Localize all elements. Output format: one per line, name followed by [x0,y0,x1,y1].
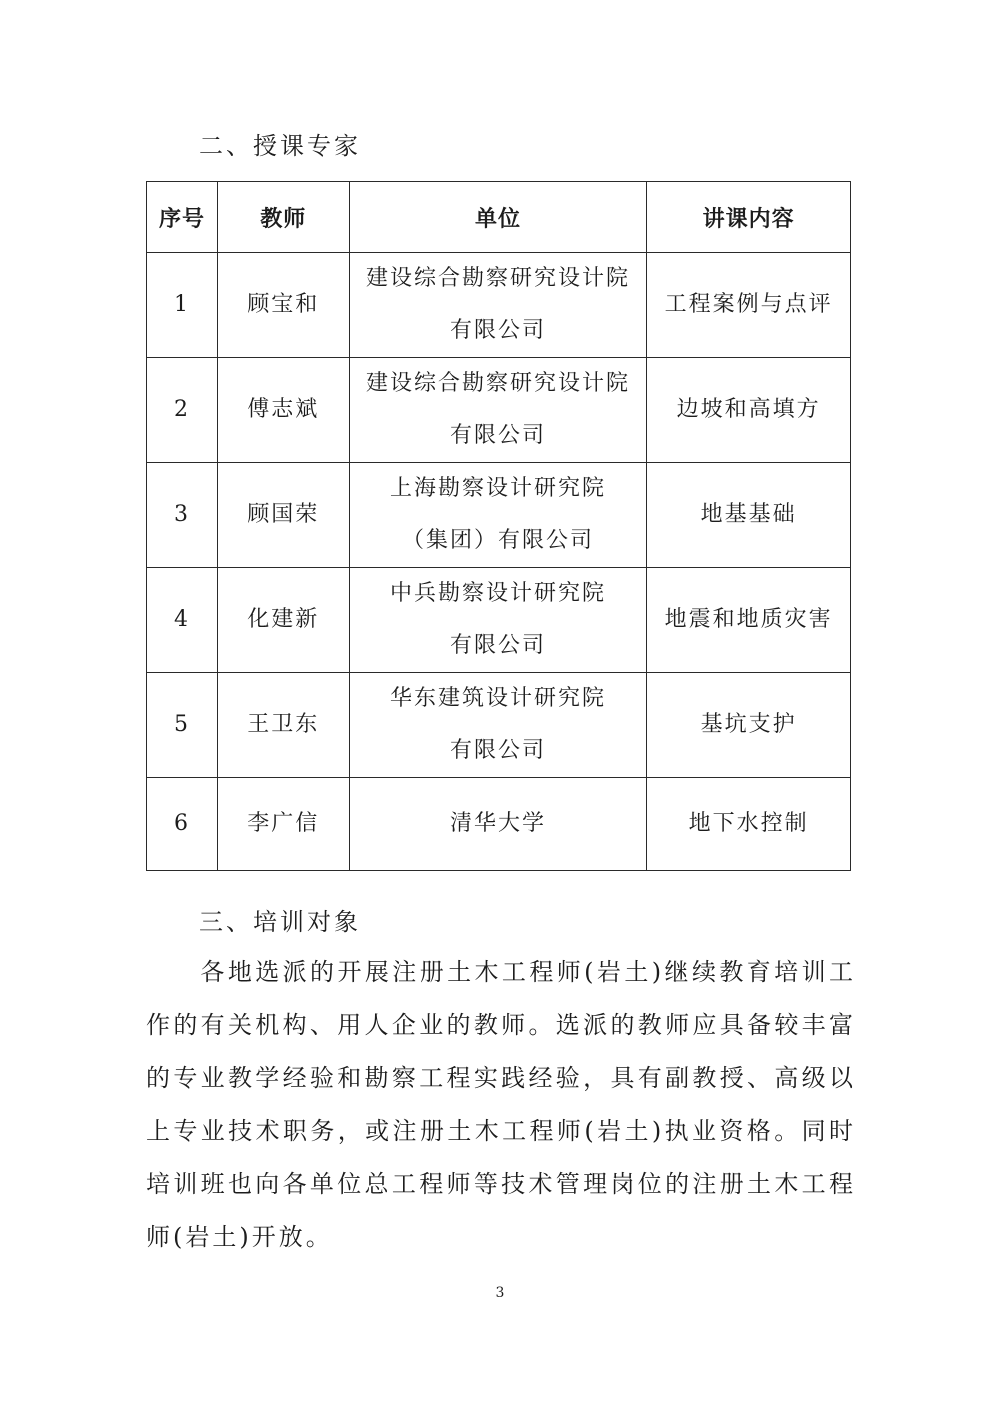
row-index: 4 [147,568,218,673]
row-teacher: 李广信 [217,778,349,871]
row-teacher: 顾国荣 [217,463,349,568]
trainees-paragraph-text: 各地选派的开展注册土木工程师(岩土)继续教育培训工作的有关机构、用人企业的教师。选派的教师应具备较丰富的专业教学经验和勘察工程实践经验，具有副教授、高级以上专业技术职务，或注册土木工程师(岩土)执业资格。同时培训班也向各单位总工程师等技术管理岗位的注册土木工程师(岩土)开放。 [146,958,856,1251]
section-heading-trainees: 三、培训对象 [199,908,361,936]
header-index: 序号 [147,182,218,253]
table-row [147,253,851,358]
header-topic: 讲课内容 [647,182,851,253]
table-row [147,568,851,673]
unit-line: 有限公司 [449,738,546,763]
unit-line: 清华大学 [449,811,546,836]
row-teacher: 王卫东 [217,673,349,778]
row-topic: 地基基础 [647,463,851,568]
unit-line: 中兵勘察设计研究院 [389,581,606,606]
row-unit [349,673,647,778]
row-teacher: 顾宝和 [217,253,349,358]
table-row [147,778,851,871]
row-index: 1 [147,253,218,358]
row-topic: 地下水控制 [647,778,851,871]
row-unit [349,463,647,568]
row-topic: 工程案例与点评 [647,253,851,358]
row-index: 6 [147,778,218,871]
header-unit: 单位 [349,182,647,253]
experts-table [146,181,851,871]
table-row [147,673,851,778]
unit-line: 有限公司 [449,633,546,658]
unit-line: 华东建筑设计研究院 [389,686,606,711]
table-row [147,358,851,463]
row-index: 3 [147,463,218,568]
unit-line: 建设综合勘察研究设计院 [365,266,630,291]
row-teacher: 化建新 [217,568,349,673]
unit-line: （集团）有限公司 [401,528,594,553]
row-unit [349,253,647,358]
row-unit [349,568,647,673]
row-index: 5 [147,673,218,778]
section-heading-experts: 二、授课专家 [199,132,361,160]
unit-line: 上海勘察设计研究院 [389,476,606,501]
trainees-paragraph [146,946,856,1264]
unit-line: 有限公司 [449,423,546,448]
row-topic: 基坑支护 [647,673,851,778]
row-topic: 地震和地质灾害 [647,568,851,673]
page-number: 3 [495,1285,505,1301]
row-unit [349,358,647,463]
table-header-row [147,182,851,253]
row-teacher: 傅志斌 [217,358,349,463]
unit-line: 有限公司 [449,318,546,343]
row-topic: 边坡和高填方 [647,358,851,463]
unit-line: 建设综合勘察研究设计院 [365,371,630,396]
header-teacher: 教师 [217,182,349,253]
row-index: 2 [147,358,218,463]
row-unit [349,778,647,871]
table-row [147,463,851,568]
